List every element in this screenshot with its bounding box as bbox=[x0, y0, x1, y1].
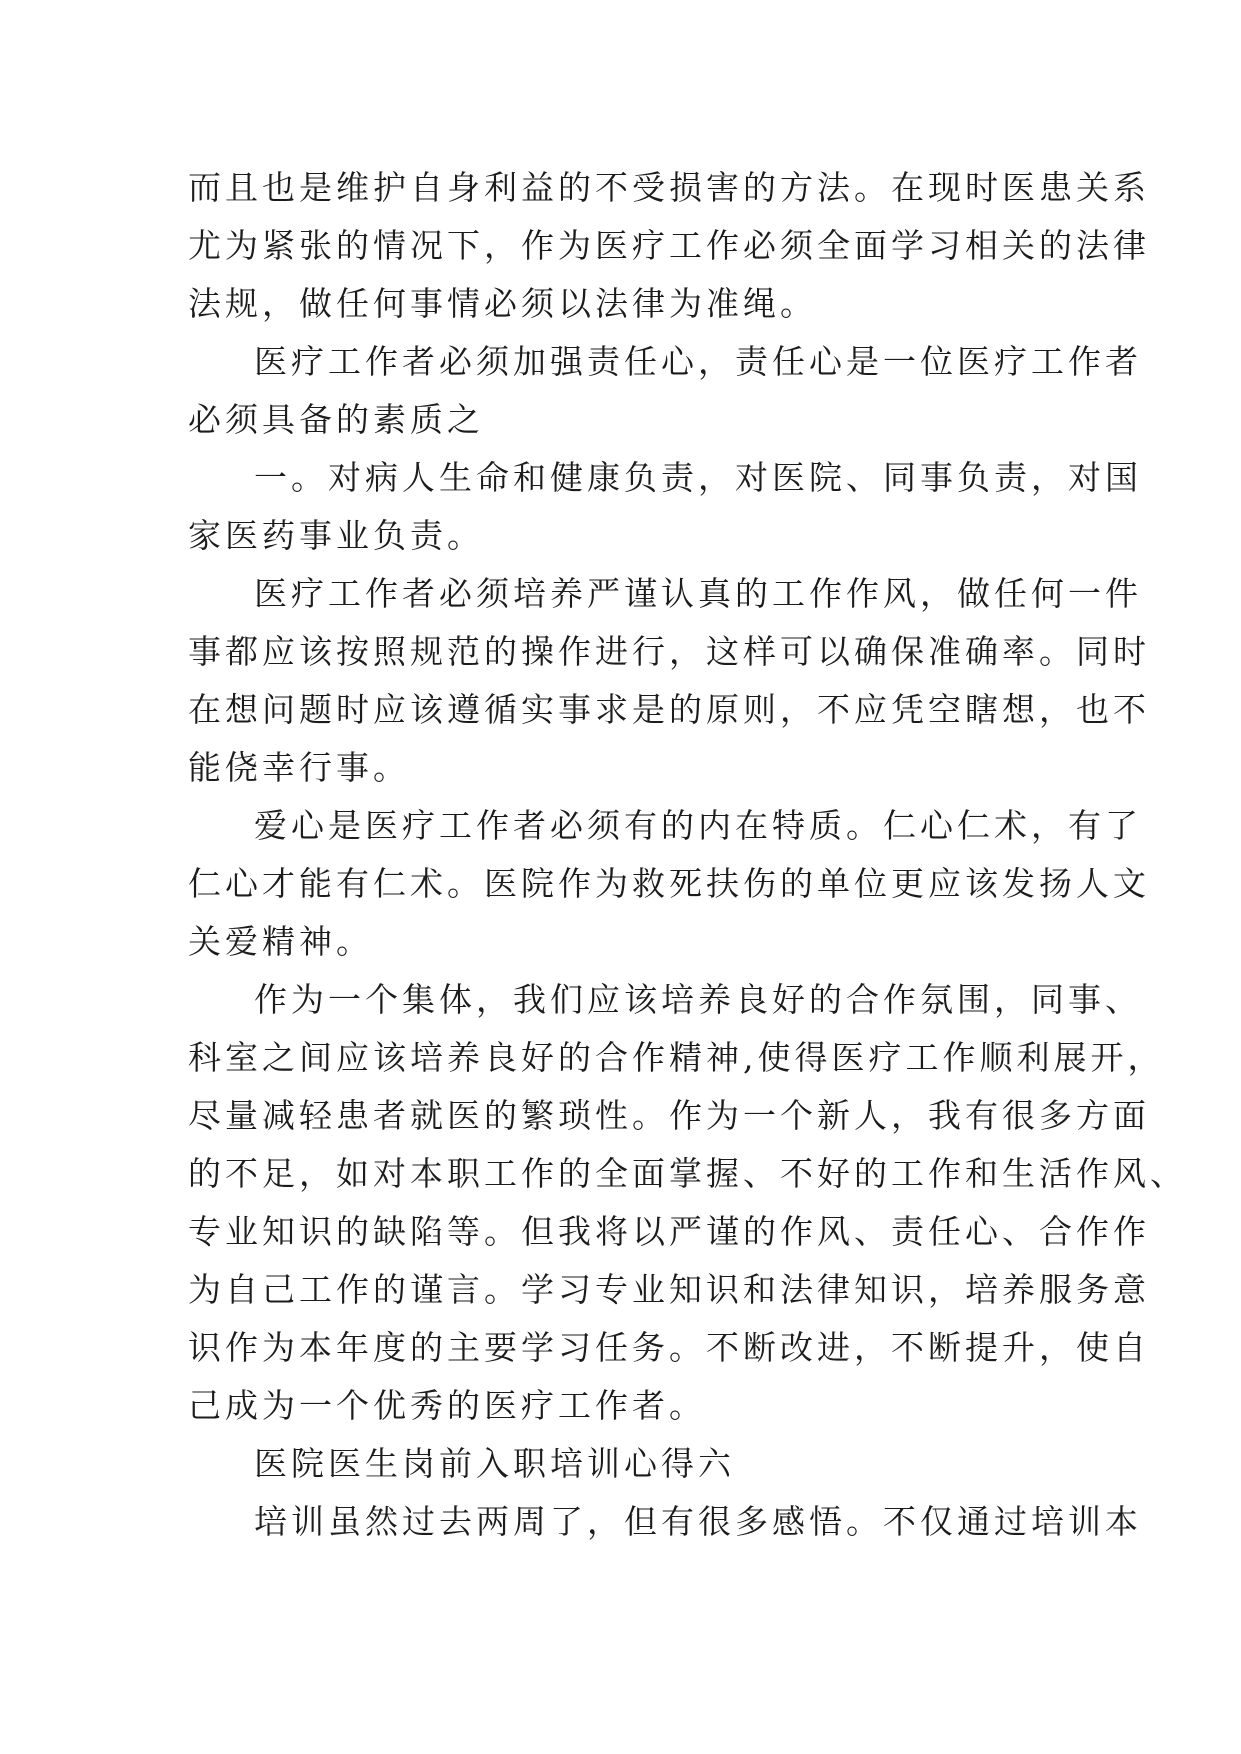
text-line: 家医药事业负责。 bbox=[188, 516, 484, 555]
text-line: 在想问题时应该遵循实事求是的原则，不应凭空瞎想，也不 bbox=[188, 690, 1150, 729]
text-line: 医疗工作者必须加强责任心，责任心是一位医疗工作者 bbox=[254, 342, 1142, 381]
text-line: 尽量减轻患者就医的繁琐性。作为一个新人，我有很多方面 bbox=[188, 1096, 1150, 1135]
text-line: 必须具备的素质之 bbox=[188, 400, 484, 439]
text-line: 仁心才能有仁术。医院作为救死扶伤的单位更应该发扬人文 bbox=[188, 864, 1150, 903]
text-line: 医疗工作者必须培养严谨认真的工作作风，做任何一件 bbox=[254, 574, 1142, 613]
text-line: 事都应该按照规范的操作进行，这样可以确保准确率。同时 bbox=[188, 632, 1150, 671]
text-line: 关爱精神。 bbox=[188, 922, 373, 961]
text-line: 而且也是维护自身利益的不受损害的方法。在现时医患关系 bbox=[188, 168, 1150, 207]
text-line: 一。对病人生命和健康负责，对医院、同事负责，对国 bbox=[254, 458, 1142, 497]
text-line: 识作为本年度的主要学习任务。不断改进，不断提升，使自 bbox=[188, 1328, 1150, 1367]
text-line: 作为一个集体，我们应该培养良好的合作氛围，同事、 bbox=[254, 980, 1142, 1019]
text-line: 能侥幸行事。 bbox=[188, 748, 410, 787]
text-line: 法规，做任何事情必须以法律为准绳。 bbox=[188, 284, 817, 323]
text-line: 培训虽然过去两周了，但有很多感悟。不仅通过培训本 bbox=[254, 1502, 1142, 1541]
section-heading: 医院医生岗前入职培训心得六 bbox=[254, 1444, 735, 1483]
text-line: 尤为紧张的情况下，作为医疗工作必须全面学习相关的法律 bbox=[188, 226, 1150, 265]
text-line: 己成为一个优秀的医疗工作者。 bbox=[188, 1386, 706, 1425]
document-body bbox=[188, 159, 1187, 1551]
text-line: 为自己工作的谨言。学习专业知识和法律知识，培养服务意 bbox=[188, 1270, 1150, 1309]
text-line: 的不足，如对本职工作的全面掌握、不好的工作和生活作风、 bbox=[188, 1154, 1187, 1193]
text-line: 专业知识的缺陷等。但我将以严谨的作风、责任心、合作作 bbox=[188, 1212, 1150, 1251]
text-line: 科室之间应该培养良好的合作精神,使得医疗工作顺利展开， bbox=[188, 1038, 1165, 1077]
text-line: 爱心是医疗工作者必须有的内在特质。仁心仁术，有了 bbox=[254, 806, 1142, 845]
